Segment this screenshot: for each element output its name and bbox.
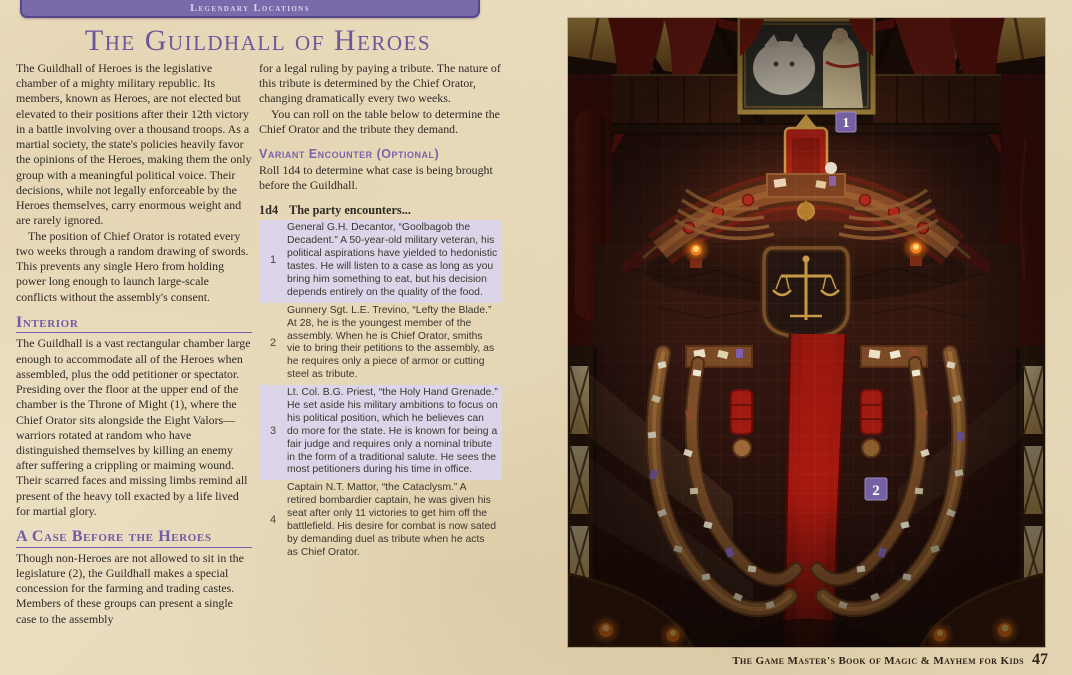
- map-marker-1: [836, 112, 856, 132]
- marker-number: 2: [872, 483, 880, 499]
- table-result-text: General G.H. Decantor, “Goolbagob the Decadent.” A 50-year-old military veteran, his political aspirations have yielded to hedonistic tastes. He will listen to a case as long as you bring him something to eat, but his decision depends entirely on the quality of the food.: [287, 222, 498, 298]
- section-heading-interior: Interior: [16, 314, 252, 334]
- page-title: The Guildhall of Heroes: [84, 24, 432, 57]
- paragraph: The position of Chief Orator is rotated every two weeks through a random drawing of swords. This prevents any single Hero from holding power long enough to launch large-scale conflicts without the assembly's consent.: [16, 228, 249, 304]
- table-roll-number: 2: [269, 336, 277, 349]
- table-row: [259, 220, 502, 302]
- table-row: [259, 303, 502, 385]
- table-header-die: 1d4: [259, 202, 279, 217]
- table-roll-number: 3: [269, 425, 277, 438]
- text-column-left: [16, 61, 252, 627]
- marker-number: 1: [842, 116, 850, 131]
- book-title: The Game Master's Book of Magic & Mayhem for Kids: [732, 655, 1024, 667]
- paragraph: The Guildhall of Heroes is the legislative chamber of a mighty military republic. Its members, known as Heroes, are not elected but elevated to their positions after their 12th victory in a battle involving over a thousand troops. As a martial society, the state's policies heavily favor the opinions of the Heroes, making them the only group with a meaningful political voice. Their decisions, while not legally enforceable by the Heroes themselves, carry enormous weight and are rarely ignored.: [16, 61, 252, 228]
- text-column-right: [259, 61, 502, 563]
- paragraph: for a legal ruling by paying a tribute. The nature of this tribute is determined by the Chief Orator, changing dramatically every two weeks.: [259, 61, 501, 106]
- section-heading-case: A Case Before the Heroes: [16, 528, 252, 548]
- table-row: [259, 385, 502, 480]
- page-footer: [732, 651, 1048, 669]
- table-roll-number: 1: [269, 254, 277, 267]
- table-result-text: Lt. Col. B.G. Priest, “the Holy Hand Grenade.” He set aside his military ambitions to focus on his political position, which he believes can do more for the state. He is known for being a fair judge and requires only a nominal tribute in the form of a traditional salute. He sees the most petitioners during his time in office.: [287, 387, 498, 476]
- chapter-banner-label: Legendary Locations: [190, 2, 310, 14]
- chapter-banner: [20, 0, 480, 18]
- guildhall-map: [568, 18, 1045, 647]
- paragraph: You can roll on the table below to determine the Chief Orator and the tribute they demand.: [259, 106, 500, 136]
- map-vignette: [568, 18, 1045, 647]
- table-header-result: The party encounters...: [289, 202, 411, 217]
- paragraph: Though non-Heroes are not allowed to sit in the legislature (2), the Guildhall makes a special concession for the farming and trading castes. Members of these groups can present a single case to the assembly: [16, 550, 244, 626]
- encounter-table: [259, 203, 502, 563]
- map-marker-2: [865, 478, 887, 500]
- encounter-table-header: [259, 203, 502, 219]
- variant-encounter-intro: Roll 1d4 to determine what case is being brought before the Guildhall.: [259, 163, 493, 193]
- table-result-text: Captain N.T. Mattor, “the Cataclysm.” A retired bombardier captain, he was given his seat after only 11 victories to get him off the battlefield. His desire for combat is now sated by demanding duel as tribute when he acts as Chief Orator.: [287, 482, 497, 558]
- guildhall-map-illustration: [568, 18, 1045, 647]
- page-number: 47: [1032, 651, 1048, 668]
- table-roll-number: 4: [269, 514, 277, 527]
- paragraph: The Guildhall is a vast rectangular chamber large enough to accommodate all of the Heroes when assembled, plus the odd petitioner or spectator. Presiding over the floor at the upper end of the chamber is the Throne of Might (1), where the Chief Orator sits alongside the Eight Valors—warriors rotated at random who have distinguished themselves by killing an enemy after suffering a crippling or maiming wound. Their scarred faces and missing limbs remind all present of the heavy toll exacted by a life lived for martial glory.: [16, 336, 251, 518]
- table-result-text: Gunnery Sgt. L.E. Trevino, “Lefty the Blade.” At 28, he is the youngest member of the assembly. When he is Chief Orator, smiths vie to bring their petitions to the assembly, as he requires only a piece of armor or cutting steel as tribute.: [287, 304, 495, 381]
- table-row: [259, 480, 502, 562]
- variant-encounter-heading: Variant Encounter (Optional): [259, 147, 440, 162]
